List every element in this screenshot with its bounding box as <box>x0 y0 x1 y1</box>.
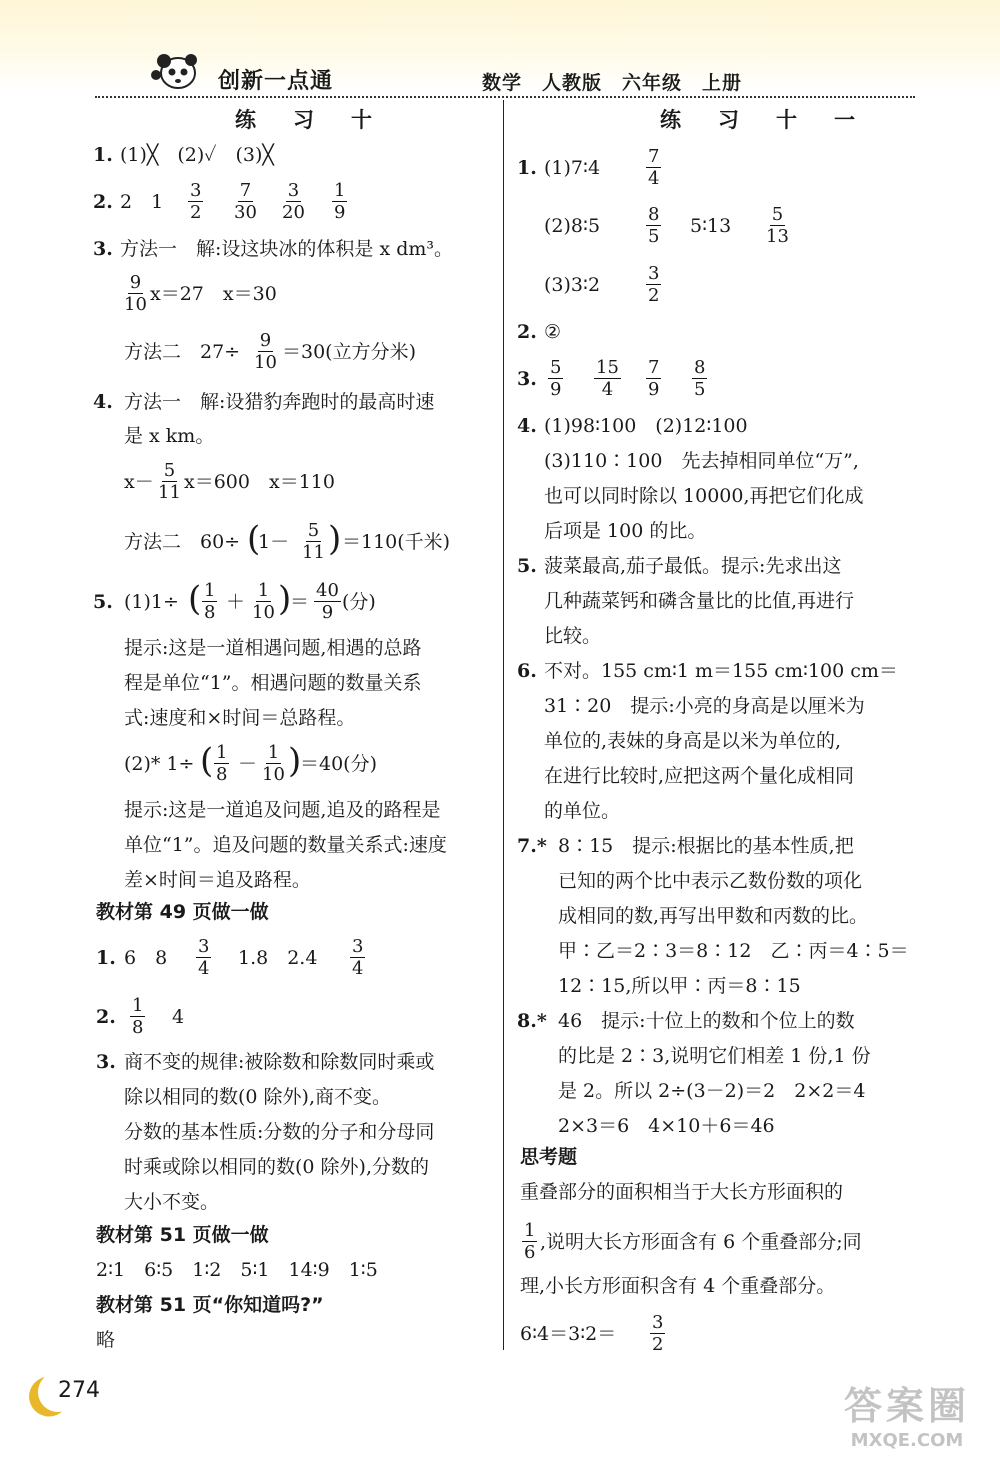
left-q3-frac-a: $\frac{9}{10}$ <box>124 272 147 315</box>
left-sec49-q3-line1: 商不变的规律:被除数和除数同时乘或 <box>124 1051 435 1073</box>
left-sec51b-text: 略 <box>96 1329 116 1351</box>
column-divider <box>503 100 504 1350</box>
left-sec49-q1-b: 1.8 2.4 <box>238 947 318 969</box>
right-q5-line3: 比较。 <box>544 625 602 647</box>
right-q5-num: 5. <box>517 555 537 577</box>
right-q2-num: 2. <box>517 321 537 343</box>
right-title: 练 习 十 一 <box>660 107 863 132</box>
right-think-line1: 重叠部分的面积相当于大长方形面积的 <box>520 1181 844 1203</box>
right-q7-num: 7.* <box>517 835 547 857</box>
left-q4-line4a: 方法二 60÷ <box>124 531 241 553</box>
right-q3-frac-1: $\frac{5}{9}$ <box>550 357 562 400</box>
left-q2-frac-4: $\frac{1}{9}$ <box>334 180 346 223</box>
left-q4-line4b: 1－ <box>258 531 290 553</box>
right-q6-line2: 31∶20 提示:小亮的身高是以厘米为 <box>544 695 865 717</box>
right-q6-num: 6. <box>517 660 537 682</box>
left-sec51b-title: 教材第 51 页“你知道吗?” <box>96 1294 324 1316</box>
left-q3-frac-b: $\frac{9}{10}$ <box>254 330 277 373</box>
left-q5-eq: ＝ <box>290 591 310 613</box>
left-sec49-title: 教材第 49 页做一做 <box>96 901 269 923</box>
right-q5-line2: 几种蔬菜钙和磷含量比的比值,再进行 <box>544 590 855 612</box>
panda-logo-icon <box>148 45 206 93</box>
left-q4-line3b: x＝600 x＝110 <box>184 471 335 493</box>
right-q1-line1: (1)7∶4 <box>544 157 601 179</box>
paren-open-icon: ( <box>247 519 261 559</box>
left-sec51a-text: 2∶1 6∶5 1∶2 5∶1 14∶9 1∶5 <box>96 1259 378 1281</box>
right-q1-line2b: 5∶13 <box>690 215 732 237</box>
paren-open-icon: ( <box>188 579 202 619</box>
left-sec49-q3-line2: 除以相同的数(0 除外),商不变。 <box>124 1086 391 1108</box>
right-q5-line1: 菠菜最高,茄子最低。提示:先求出这 <box>544 555 842 577</box>
left-q2-text: 2 1 <box>120 191 164 213</box>
right-q7-line2: 已知的两个比中表示乙数份数的项化 <box>558 870 863 892</box>
right-think-frac-1: $\frac{1}{6}$ <box>524 1220 536 1263</box>
right-q6-line5: 的单位。 <box>544 800 621 822</box>
right-q1-frac-4: $\frac{3}{2}$ <box>648 263 660 306</box>
left-q4-num: 4. <box>93 391 113 413</box>
right-q8-line4: 2×3＝6 4×10＋6＝46 <box>558 1115 775 1137</box>
left-q5-frac-3: $\frac{40}{9}$ <box>316 580 339 623</box>
right-q8-line1: 46 提示:十位上的数和个位上的数 <box>558 1010 855 1032</box>
right-q3-frac-2: $\frac{15}{4}$ <box>596 357 619 400</box>
left-q3-line1: 方法一 解:设这块冰的体积是 x dm³。 <box>120 238 453 260</box>
right-q7-line4: 甲∶乙＝2∶3＝8∶12 乙∶丙＝4∶5＝ <box>558 940 909 962</box>
right-q8-num: 8.* <box>517 1010 547 1032</box>
watermark <box>832 1375 982 1451</box>
left-q3-line3a: 方法二 27÷ <box>124 341 241 363</box>
right-q4-line1: (1)98∶100 (2)12∶100 <box>544 415 748 437</box>
left-sec49-q3-line5: 大小不变。 <box>124 1191 220 1213</box>
left-sec49-q2-num: 2. <box>96 1006 116 1028</box>
left-q2-frac-3: $\frac{3}{20}$ <box>282 180 305 223</box>
watermark-url: MXQE.COM <box>850 1430 964 1451</box>
left-q4-frac-b: $\frac{5}{11}$ <box>302 520 325 563</box>
right-think-line2: ,说明大长方形面含有 6 个重叠部分;同 <box>540 1231 862 1253</box>
left-q2-frac-2: $\frac{7}{30}$ <box>234 180 257 223</box>
right-think-title: 思考题 <box>520 1146 578 1168</box>
left-sec49-q3-line3: 分数的基本性质:分数的分子和分母同 <box>124 1121 435 1143</box>
right-q4-line4: 后项是 100 的比。 <box>544 520 707 542</box>
left-sec49-q2-b: 4 <box>172 1006 185 1028</box>
right-q1-line3: (3)3∶2 <box>544 274 601 296</box>
left-q2-num: 2. <box>93 191 113 213</box>
right-q4-line3: 也可以同时除以 10000,再把它们化成 <box>544 485 864 507</box>
right-q1-frac-3: $\frac{5}{13}$ <box>766 204 789 247</box>
left-q5-frac-5: $\frac{1}{10}$ <box>262 742 285 785</box>
left-sec49-q1-num: 1. <box>96 947 116 969</box>
left-q5-line5-tail: ＝40(分) <box>300 753 378 775</box>
left-sec49-q1-a: 6 8 <box>124 947 168 969</box>
right-q1-frac-2: $\frac{8}{5}$ <box>648 204 660 247</box>
right-q4-line2: (3)110∶100 先去掉相同单位“万”, <box>544 450 859 472</box>
right-q3-frac-4: $\frac{8}{5}$ <box>694 357 706 400</box>
left-q5-line1a: (1)1÷ <box>124 591 179 613</box>
left-q3-num: 3. <box>93 238 113 260</box>
left-q4-line4c: ＝110(千米) <box>342 531 451 553</box>
left-q5-line2: 提示:这是一道相遇问题,相遇的总路 <box>124 637 422 659</box>
left-q5-unit: (分) <box>342 591 376 613</box>
right-q1-frac-1: $\frac{7}{4}$ <box>648 146 660 189</box>
left-q2-frac-1: $\frac{3}{2}$ <box>190 180 202 223</box>
left-q5-frac-2: $\frac{1}{10}$ <box>252 580 275 623</box>
left-q5-line4: 式:速度和×时间＝总路程。 <box>124 707 356 729</box>
left-sec51a-title: 教材第 51 页做一做 <box>96 1224 269 1246</box>
paren-close-icon: ) <box>278 579 292 619</box>
right-q6-line3: 单位的,表妹的身高是以米为单位的, <box>544 730 842 752</box>
right-q8-line3: 是 2。所以 2÷(3－2)＝2 2×2＝4 <box>558 1080 866 1102</box>
left-q5-frac-1: $\frac{1}{8}$ <box>204 580 216 623</box>
header-divider <box>95 96 915 98</box>
left-q4-line3a: x－ <box>124 471 154 493</box>
right-q7-line1: 8∶15 提示:根据比的基本性质,把 <box>558 835 854 857</box>
watermark-title: 答案圈 <box>843 1384 970 1428</box>
left-sec49-q3-num: 3. <box>96 1051 116 1073</box>
right-q4-num: 4. <box>517 415 537 437</box>
paren-close-icon: ) <box>288 741 302 781</box>
book-title: 创新一点通 <box>218 69 334 94</box>
left-q4-frac-a: $\frac{5}{11}$ <box>158 460 181 503</box>
left-q1-num: 1. <box>93 144 113 166</box>
right-think-frac-2: $\frac{3}{2}$ <box>652 1312 664 1355</box>
left-title: 练 习 十 <box>235 107 380 132</box>
right-q6-line4: 在进行比较时,应把这两个量化成相同 <box>544 765 855 787</box>
right-q7-line3: 成相同的数,再写出甲数和丙数的比。 <box>558 905 869 927</box>
right-q3-num: 3. <box>517 368 537 390</box>
left-sec49-q1-frac-2: $\frac{3}{4}$ <box>352 936 364 979</box>
paren-close-icon: ) <box>328 519 342 559</box>
right-q3-frac-3: $\frac{7}{9}$ <box>648 357 660 400</box>
left-q5-line3: 程是单位“1”。相遇问题的数量关系 <box>124 672 422 694</box>
left-q5-num: 5. <box>93 591 113 613</box>
right-q7-line5: 12∶15,所以甲∶丙＝8∶15 <box>558 975 801 997</box>
left-sec49-q2-frac: $\frac{1}{8}$ <box>132 995 144 1038</box>
right-think-line4: 6∶4＝3∶2＝ <box>520 1323 617 1345</box>
right-q2-text: ② <box>544 321 562 343</box>
left-q5-plus: ＋ <box>226 591 246 613</box>
left-sec49-q1-frac-1: $\frac{3}{4}$ <box>198 936 210 979</box>
right-q8-line2: 的比是 2∶3,说明它们相差 1 份,1 份 <box>558 1045 871 1067</box>
right-think-line3: 理,小长方形面积含有 4 个重叠部分。 <box>520 1275 836 1297</box>
right-q1-line2: (2)8∶5 <box>544 215 601 237</box>
page-number: 274 <box>58 1378 100 1403</box>
right-q1-num: 1. <box>517 157 537 179</box>
left-q5-minus: － <box>238 753 258 775</box>
left-q3-line3b: ＝30(立方分米) <box>282 341 417 363</box>
left-q4-line2: 是 x km。 <box>124 425 215 447</box>
left-q5-line8: 差×时间＝追及路程。 <box>124 869 311 891</box>
left-q5-line7: 单位“1”。追及问题的数量关系式:速度 <box>124 834 447 856</box>
left-q5-line5a: (2)* 1÷ <box>124 753 195 775</box>
left-sec49-q3-line4: 时乘或除以相同的数(0 除外),分数的 <box>124 1156 429 1178</box>
left-q4-line1: 方法一 解:设猎豹奔跑时的最高时速 <box>124 391 435 413</box>
left-q1-text: (1)╳ (2)✓ (3)╳ <box>120 144 274 166</box>
left-q5-frac-4: $\frac{1}{8}$ <box>216 742 228 785</box>
paren-open-icon: ( <box>200 741 214 781</box>
subject-info: 数学 人教版 六年级 上册 <box>482 72 743 94</box>
right-q6-line1: 不对。155 cm∶1 m＝155 cm∶100 cm＝ <box>544 660 898 682</box>
left-q5-line6: 提示:这是一道追及问题,追及的路程是 <box>124 799 441 821</box>
left-q3-line2: x＝27 x＝30 <box>150 283 277 305</box>
